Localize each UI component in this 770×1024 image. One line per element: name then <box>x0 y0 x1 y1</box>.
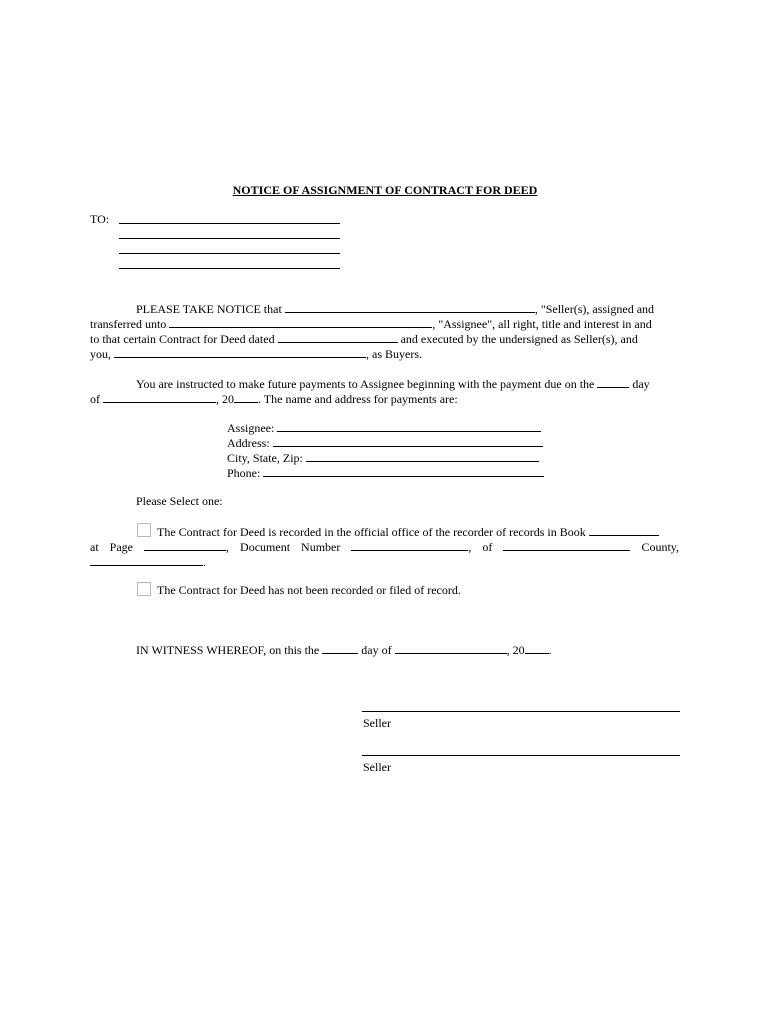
contract-date-blank[interactable] <box>278 331 398 343</box>
seller-label-2: Seller <box>363 760 391 774</box>
to-line-3[interactable] <box>119 253 340 254</box>
city-state-zip-field[interactable] <box>306 450 539 462</box>
recorded-checkbox[interactable] <box>137 523 151 537</box>
recorded-option-line-3: . <box>90 554 679 570</box>
select-prompt: Please Select one: <box>136 494 223 508</box>
document-title: NOTICE OF ASSIGNMENT OF CONTRACT FOR DEED <box>232 183 538 197</box>
assignee-name-blank[interactable] <box>169 316 432 328</box>
assignee-row: Assignee: <box>227 420 541 436</box>
seller-signature-line-1[interactable] <box>362 711 680 712</box>
witness-month-blank[interactable] <box>395 642 507 654</box>
witness-clause: IN WITNESS WHEREOF, on this the day of , 20 . <box>136 643 552 657</box>
document-number-blank[interactable] <box>351 539 468 551</box>
to-line-2[interactable] <box>119 238 340 239</box>
notice-line-4: you, , as Buyers. <box>90 347 422 361</box>
notice-line-2: transferred unto , "Assignee", all right, title and interest in and <box>90 317 652 331</box>
witness-year-blank[interactable] <box>525 642 549 654</box>
notice-line-3: to that certain Contract for Deed dated and executed by the undersigned as Seller(s), and <box>90 332 638 346</box>
page-blank[interactable] <box>144 539 226 551</box>
notice-paragraph: PLEASE TAKE NOTICE that , "Seller(s), assigned and <box>136 302 655 316</box>
not-recorded-checkbox[interactable] <box>137 582 151 596</box>
payment-year-blank[interactable] <box>234 391 258 403</box>
to-label: TO: <box>90 212 110 226</box>
to-line-4[interactable] <box>119 268 340 269</box>
payment-instruction: You are instructed to make future payments to Assignee beginning with the payment due on the day <box>136 377 650 391</box>
phone-field[interactable] <box>263 465 544 477</box>
state-blank[interactable] <box>90 554 203 566</box>
buyer-name-blank[interactable] <box>114 346 366 358</box>
address-row: Address: <box>227 435 543 451</box>
address-field[interactable] <box>273 435 543 447</box>
payment-instruction-line-2: of , 20 . The name and address for payments are: <box>90 392 458 406</box>
seller-name-blank[interactable] <box>285 301 535 313</box>
not-recorded-option: The Contract for Deed has not been recorded or filed of record. <box>157 583 461 597</box>
recorded-option-line-1: The Contract for Deed is recorded in the official office of the recorder of records in Book <box>157 524 679 540</box>
county-blank[interactable] <box>503 539 630 551</box>
book-blank[interactable] <box>589 524 659 536</box>
recorded-option-line-2: at Page , Document Number , of County, <box>90 540 679 554</box>
seller-label-1: Seller <box>363 716 391 730</box>
witness-day-blank[interactable] <box>322 642 358 654</box>
payment-day-blank[interactable] <box>597 376 629 388</box>
seller-signature-line-2[interactable] <box>362 755 680 756</box>
to-line-1[interactable] <box>119 223 340 224</box>
phone-row: Phone: <box>227 465 544 481</box>
assignee-field[interactable] <box>277 420 541 432</box>
city-state-zip-row: City, State, Zip: <box>227 450 539 466</box>
payment-month-blank[interactable] <box>103 391 216 403</box>
